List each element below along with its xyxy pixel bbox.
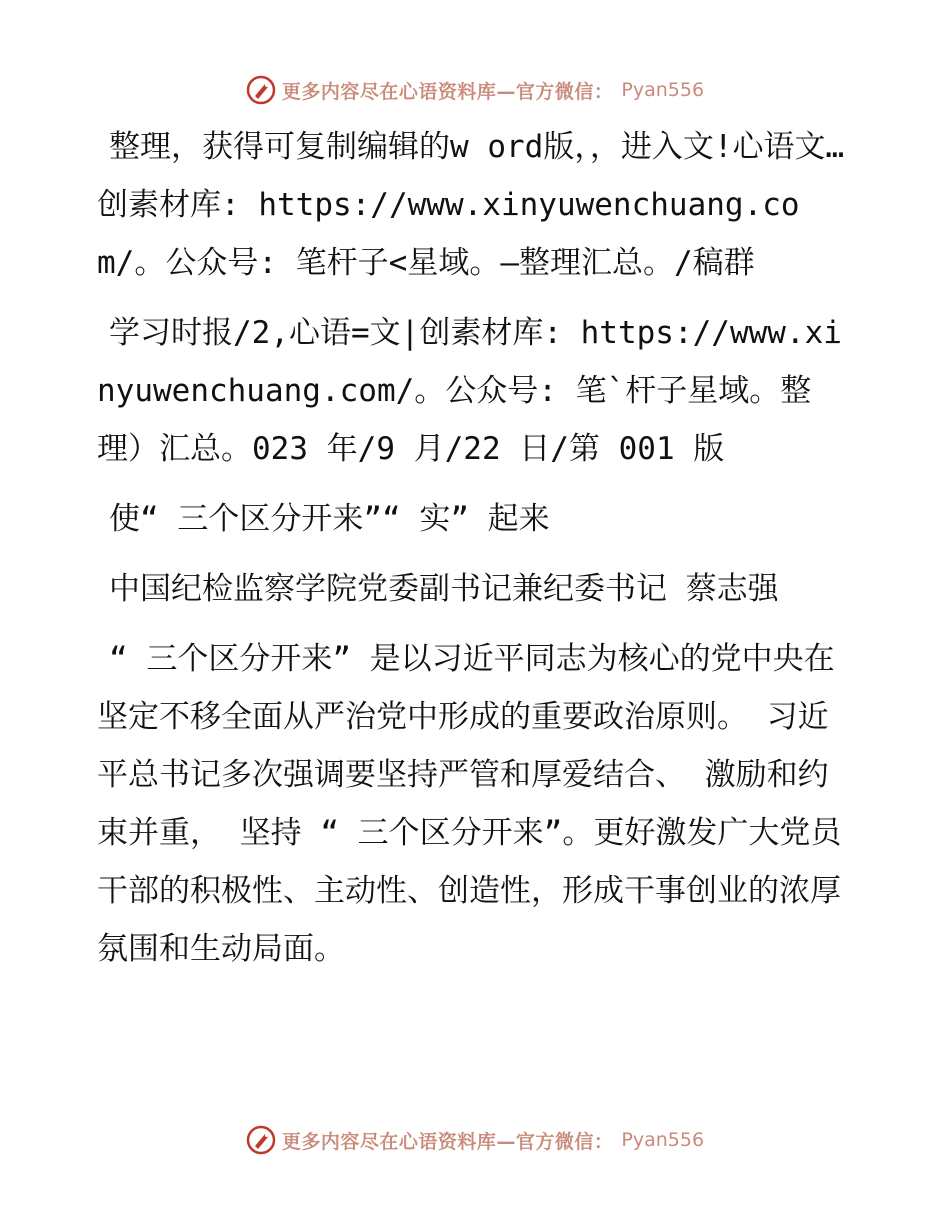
article-author: 中国纪检监察学院党委副书记兼纪委书记 蔡志强 [109,571,779,607]
watermark-footer [0,1120,950,1160]
watermark-text: 更多内容尽在心语资料库—官方微信： [281,80,614,103]
paragraph: “ 三个区分开来” 是以习近平同志为核心的党中央在坚定不移全面从严治党中形成的重要政治原则。 习近平总书记多次强调要坚持严管和厚爱结合、 激励和约束并重， 坚持 “ 三个区分开来”。更好激发广大党员干部的积极性、主动性、创造性，形成干事创业的浓厚氛围和生动局面。 [97,641,842,967]
article-title: 使“ 三个区分开来”“ 实” 起来 [109,501,550,537]
watermark-text: 更多内容尽在心语资料库—官方微信： [281,1130,614,1153]
pen-nib-icon [246,1125,276,1155]
paragraph: 整理，获得可复制编辑的w ord版，，进入文!心语文…创素材库: https://www.xinyuwenchuang.com/。公众号: 笔杆子<星域。—整理汇总。/稿群 [97,129,845,281]
watermark-wechat-id: Pyan556 [621,1129,705,1151]
document-body [97,118,857,990]
paragraph: 学习时报/2,心语=文|创素材库: https://www.xinyuwenchuang.com/。公众号: 笔`杆子星域。整理）汇总。023 年/9 月/22 日/第 001 版 [97,315,842,467]
watermark-header [0,70,950,110]
pen-nib-icon [246,75,276,105]
watermark-wechat-id: Pyan556 [621,79,705,101]
